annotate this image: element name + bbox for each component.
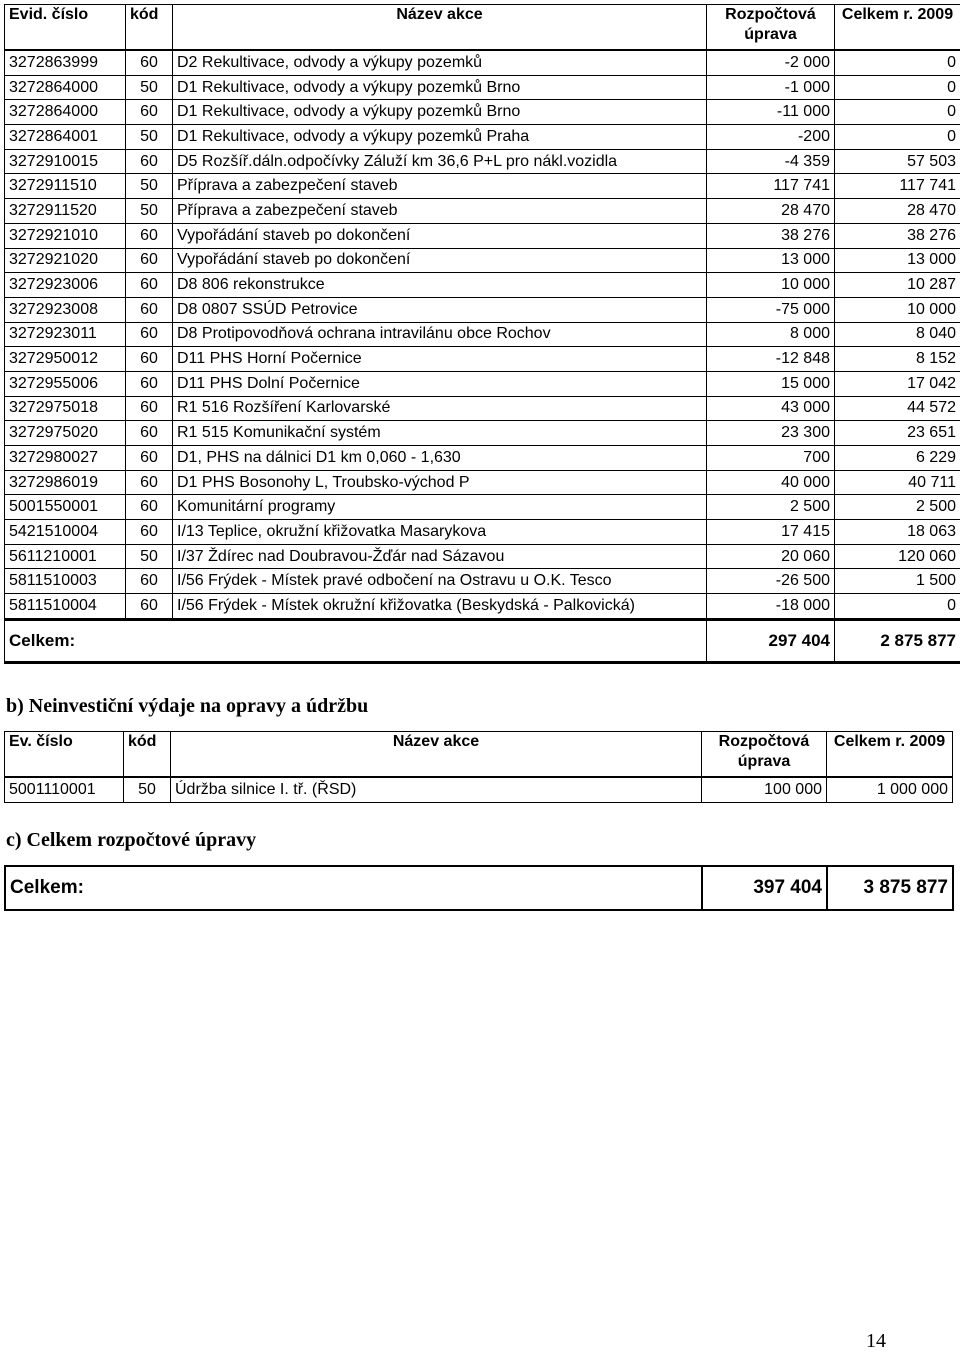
table-row — [5, 223, 960, 248]
cell-uprava: 13 000 — [707, 248, 835, 273]
cell-uprava: -200 — [707, 125, 835, 150]
table-row — [5, 470, 960, 495]
total-celkem: 2 875 877 — [835, 619, 960, 662]
cell-evid: 3272911520 — [5, 199, 126, 224]
cell-kod: 60 — [126, 100, 173, 125]
cell-uprava: 2 500 — [707, 495, 835, 520]
cell-uprava: -1 000 — [707, 75, 835, 100]
cell-evid: 3272864001 — [5, 125, 126, 150]
cell-kod: 60 — [126, 50, 173, 75]
cell-celkem: 57 503 — [835, 149, 960, 174]
cell-celkem: 1 000 000 — [827, 777, 953, 803]
cell-nazev: Vypořádání staveb po dokončení — [173, 223, 707, 248]
section-b-title: b) Neinvestiční výdaje na opravy a údržbu — [6, 695, 368, 718]
cell-evid: 3272864000 — [5, 75, 126, 100]
cell-evid: 5811510004 — [5, 594, 126, 620]
cell-celkem: 28 470 — [835, 199, 960, 224]
grand-total-uprava: 397 404 — [702, 866, 827, 910]
main-table-body — [5, 50, 960, 619]
cell-evid: 5811510003 — [5, 569, 126, 594]
cell-nazev: R1 515 Komunikační systém — [173, 421, 707, 446]
cell-nazev: D8 806 rekonstrukce — [173, 273, 707, 298]
cell-kod: 60 — [126, 371, 173, 396]
cell-celkem: 0 — [835, 594, 960, 620]
cell-uprava: 43 000 — [707, 396, 835, 421]
grand-total-table — [4, 865, 954, 911]
cell-celkem: 18 063 — [835, 520, 960, 545]
cell-nazev: D11 PHS Dolní Počernice — [173, 371, 707, 396]
cell-uprava: 23 300 — [707, 421, 835, 446]
table-row — [5, 371, 960, 396]
cell-nazev: D1 PHS Bosonohy L, Troubsko-východ P — [173, 470, 707, 495]
cell-kod: 60 — [126, 149, 173, 174]
cell-nazev: D2 Rekultivace, odvody a výkupy pozemků — [173, 50, 707, 75]
cell-evid: 5421510004 — [5, 520, 126, 545]
table-row — [5, 100, 960, 125]
grand-total-row — [5, 866, 953, 910]
cell-kod: 60 — [126, 495, 173, 520]
cell-kod: 60 — [126, 322, 173, 347]
cell-kod: 60 — [126, 396, 173, 421]
cell-kod: 50 — [126, 174, 173, 199]
cell-uprava: 28 470 — [707, 199, 835, 224]
cell-nazev: Údržba silnice I. tř. (ŘSD) — [171, 777, 702, 803]
table-row — [5, 50, 960, 75]
cell-evid: 3272980027 — [5, 446, 126, 471]
cell-evid: 3272986019 — [5, 470, 126, 495]
cell-celkem: 10 287 — [835, 273, 960, 298]
cell-kod: 60 — [126, 520, 173, 545]
table-row — [5, 569, 960, 594]
cell-uprava: -12 848 — [707, 347, 835, 372]
cell-uprava: -11 000 — [707, 100, 835, 125]
cell-evid: 3272910015 — [5, 149, 126, 174]
cell-uprava: 700 — [707, 446, 835, 471]
table-row — [5, 421, 960, 446]
cell-evid: 3272975018 — [5, 396, 126, 421]
cell-kod: 60 — [126, 569, 173, 594]
cell-nazev: D8 Protipovodňová ochrana intravilánu obce Rochov — [173, 322, 707, 347]
cell-celkem: 117 741 — [835, 174, 960, 199]
table-row — [5, 544, 960, 569]
header-kod: kód — [126, 5, 173, 51]
cell-nazev: I/56 Frýdek - Místek okružní křižovatka (Beskydská - Palkovická) — [173, 594, 707, 620]
table-row — [5, 777, 953, 803]
cell-kod: 50 — [126, 544, 173, 569]
header-nazev-akce: Název akce — [171, 732, 702, 778]
table-row — [5, 149, 960, 174]
cell-kod: 60 — [126, 470, 173, 495]
cell-nazev: D1 Rekultivace, odvody a výkupy pozemků Praha — [173, 125, 707, 150]
cell-uprava: 17 415 — [707, 520, 835, 545]
cell-nazev: D1, PHS na dálnici D1 km 0,060 - 1,630 — [173, 446, 707, 471]
cell-nazev: D1 Rekultivace, odvody a výkupy pozemků Brno — [173, 100, 707, 125]
table-row — [5, 495, 960, 520]
table-row — [5, 520, 960, 545]
table-row — [5, 594, 960, 620]
cell-nazev: D11 PHS Horní Počernice — [173, 347, 707, 372]
table-row — [5, 347, 960, 372]
cell-evid: 5001110001 — [5, 777, 124, 803]
cell-nazev: Komunitární programy — [173, 495, 707, 520]
cell-celkem: 17 042 — [835, 371, 960, 396]
table-row — [5, 273, 960, 298]
cell-celkem: 0 — [835, 100, 960, 125]
cell-kod: 60 — [126, 273, 173, 298]
cell-kod: 60 — [126, 446, 173, 471]
cell-evid: 3272921020 — [5, 248, 126, 273]
header-celkem: Celkem r. 2009 — [827, 732, 953, 778]
total-label: Celkem: — [5, 619, 707, 662]
header-nazev-akce: Název akce — [173, 5, 707, 51]
header-evid-cislo: Evid. číslo — [5, 5, 126, 51]
cell-kod: 60 — [126, 248, 173, 273]
cell-celkem: 1 500 — [835, 569, 960, 594]
cell-uprava: 8 000 — [707, 322, 835, 347]
grand-total-celkem: 3 875 877 — [827, 866, 953, 910]
cell-nazev: D8 0807 SSÚD Petrovice — [173, 297, 707, 322]
table-row — [5, 174, 960, 199]
cell-evid: 3272923011 — [5, 322, 126, 347]
cell-celkem: 2 500 — [835, 495, 960, 520]
cell-uprava: 100 000 — [702, 777, 827, 803]
cell-nazev: I/56 Frýdek - Místek pravé odbočení na Ostravu u O.K. Tesco — [173, 569, 707, 594]
main-budget-table — [4, 4, 960, 664]
maintenance-table — [4, 731, 953, 803]
maintenance-header-row — [5, 732, 953, 778]
cell-evid: 3272923008 — [5, 297, 126, 322]
section-c-title: c) Celkem rozpočtové úpravy — [6, 829, 256, 852]
header-rozpoctova-uprava: Rozpočtová úprava — [707, 5, 835, 51]
cell-evid: 3272864000 — [5, 100, 126, 125]
cell-uprava: 10 000 — [707, 273, 835, 298]
header-kod: kód — [124, 732, 171, 778]
cell-celkem: 8 040 — [835, 322, 960, 347]
cell-uprava: -4 359 — [707, 149, 835, 174]
cell-kod: 60 — [126, 421, 173, 446]
cell-uprava: -75 000 — [707, 297, 835, 322]
cell-celkem: 0 — [835, 125, 960, 150]
cell-evid: 3272911510 — [5, 174, 126, 199]
cell-nazev: R1 516 Rozšíření Karlovarské — [173, 396, 707, 421]
cell-celkem: 38 276 — [835, 223, 960, 248]
cell-evid: 5611210001 — [5, 544, 126, 569]
cell-nazev: Příprava a zabezpečení staveb — [173, 199, 707, 224]
page-number: 14 — [866, 1330, 886, 1353]
cell-evid: 3272975020 — [5, 421, 126, 446]
header-rozpoctova-uprava: Rozpočtová úprava — [702, 732, 827, 778]
table-row — [5, 125, 960, 150]
cell-uprava: 38 276 — [707, 223, 835, 248]
cell-uprava: 20 060 — [707, 544, 835, 569]
cell-celkem: 10 000 — [835, 297, 960, 322]
cell-nazev: I/13 Teplice, okružní křižovatka Masarykova — [173, 520, 707, 545]
cell-celkem: 44 572 — [835, 396, 960, 421]
cell-celkem: 0 — [835, 50, 960, 75]
cell-uprava: -18 000 — [707, 594, 835, 620]
grand-total-label: Celkem: — [5, 866, 702, 910]
cell-nazev: Vypořádání staveb po dokončení — [173, 248, 707, 273]
cell-celkem: 0 — [835, 75, 960, 100]
total-row — [5, 619, 960, 662]
cell-uprava: 15 000 — [707, 371, 835, 396]
table-row — [5, 248, 960, 273]
table-row — [5, 396, 960, 421]
cell-kod: 60 — [126, 223, 173, 248]
table-row — [5, 297, 960, 322]
table-header-row — [5, 5, 960, 51]
cell-celkem: 8 152 — [835, 347, 960, 372]
header-ev-cislo: Ev. číslo — [5, 732, 124, 778]
cell-uprava: 117 741 — [707, 174, 835, 199]
cell-nazev: Příprava a zabezpečení staveb — [173, 174, 707, 199]
cell-kod: 60 — [126, 297, 173, 322]
cell-nazev: D1 Rekultivace, odvody a výkupy pozemků Brno — [173, 75, 707, 100]
cell-evid: 3272955006 — [5, 371, 126, 396]
table-row — [5, 75, 960, 100]
table-row — [5, 322, 960, 347]
cell-uprava: -2 000 — [707, 50, 835, 75]
cell-kod: 50 — [126, 75, 173, 100]
table-row — [5, 446, 960, 471]
cell-celkem: 120 060 — [835, 544, 960, 569]
cell-evid: 3272950012 — [5, 347, 126, 372]
cell-kod: 50 — [126, 125, 173, 150]
cell-celkem: 40 711 — [835, 470, 960, 495]
cell-uprava: 40 000 — [707, 470, 835, 495]
cell-evid: 5001550001 — [5, 495, 126, 520]
cell-celkem: 6 229 — [835, 446, 960, 471]
cell-kod: 50 — [126, 199, 173, 224]
cell-evid: 3272921010 — [5, 223, 126, 248]
cell-kod: 50 — [124, 777, 171, 803]
cell-evid: 3272863999 — [5, 50, 126, 75]
table-row — [5, 199, 960, 224]
cell-kod: 60 — [126, 594, 173, 620]
total-uprava: 297 404 — [707, 619, 835, 662]
cell-kod: 60 — [126, 347, 173, 372]
header-celkem: Celkem r. 2009 — [835, 5, 960, 51]
cell-nazev: I/37 Ždírec nad Doubravou-Žďár nad Sázavou — [173, 544, 707, 569]
cell-celkem: 13 000 — [835, 248, 960, 273]
cell-celkem: 23 651 — [835, 421, 960, 446]
cell-uprava: -26 500 — [707, 569, 835, 594]
cell-evid: 3272923006 — [5, 273, 126, 298]
cell-nazev: D5 Rozšíř.dáln.odpočívky Záluží km 36,6 P+L pro nákl.vozidla — [173, 149, 707, 174]
